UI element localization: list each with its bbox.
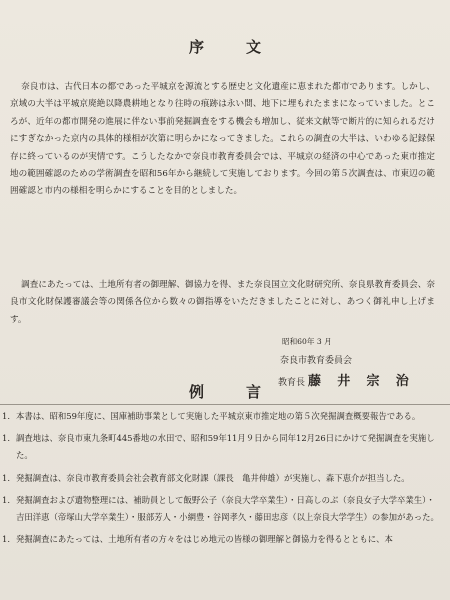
section-divider	[0, 404, 450, 405]
list-item	[0, 430, 450, 464]
item-text: 発掘調査は、奈良市教育委員会社会教育部文化財課（課長 亀井伸雄）が実施し、森下恵介が担当した。	[16, 472, 410, 483]
list-item	[0, 470, 450, 487]
item-text: 調査地は、奈良市東九条町445番地の水田で、昭和59年11月９日から同年12月26日にかけて発掘調査を実施した。	[16, 433, 435, 461]
item-number: 1.	[2, 534, 10, 545]
list-item	[0, 492, 450, 526]
preface-organization: 奈良市教育委員会	[280, 356, 353, 366]
preface-paragraph-1: 奈良市は、古代日本の都であった平城京を源流とする歴史と文化遺産に恵まれた都市であります。しかし、京域の大半は平城京廃絶以降農耕地となり往時の痕跡は永い間、地下に埋もれたままになっていました。ところが、近年の都市開発の進展に伴ない事前発掘調査をする機会も増加し、従来文献等で断片的に知られるだけにすぎなかった京内の具体的様相が次第に明らかになってきました。これらの調査の大半は、いわゆる記録保存に終っているのが実情です。こうしたなかで奈良市教育委員会では、平城京の経済の中心であった東市推定地の範囲確認のための学術調査を昭和56年から継続して実施しております。今回の第５次調査は、市東辺の範囲確認と市内の様相を明らかにすることを目的としました。	[10, 82, 435, 197]
preface-title: 序 文	[188, 38, 275, 56]
preface-paragraph-2: 調査にあたっては、土地所有者の御理解、御協力を得、また奈良国立文化財研究所、奈良県教育委員会、奈良市文化財保護審議会等の関係各位から数々の御指導をいただきましたことに対し、あつく御礼申し上げます。	[10, 280, 435, 325]
signature-role: 教育長	[278, 378, 306, 388]
list-item	[0, 531, 450, 548]
signature-name: 藤 井 宗 治	[308, 374, 415, 389]
item-text: 発掘調査にあたっては、土地所有者の方々をはじめ地元の皆様の御理解と御協力を得るとともに、本	[16, 534, 393, 545]
preface-date: 昭和60年 3 月	[282, 337, 332, 346]
item-text: 発掘調査および遺物整理には、補助員として飯野公子（奈良大学卒業生）・日高しのぶ（奈良女子大学卒業生）・吉田洋恵（帝塚山大学卒業生）・服部芳人・小網豊・谷岡孝久・藤田忠彦（以上奈良大学学生）の参加があった。	[16, 494, 439, 523]
item-number: 1.	[2, 494, 10, 505]
item-number: 1.	[2, 472, 10, 483]
item-number: 1.	[2, 433, 10, 444]
item-number: 1.	[2, 411, 10, 421]
list-item	[0, 408, 450, 425]
examples-list	[0, 408, 450, 553]
examples-title: 例 言	[188, 383, 275, 401]
item-text: 本書は、昭和59年度に、国庫補助事業として実施した平城京東市推定地の第５次発掘調査概要報告である。	[16, 411, 421, 421]
